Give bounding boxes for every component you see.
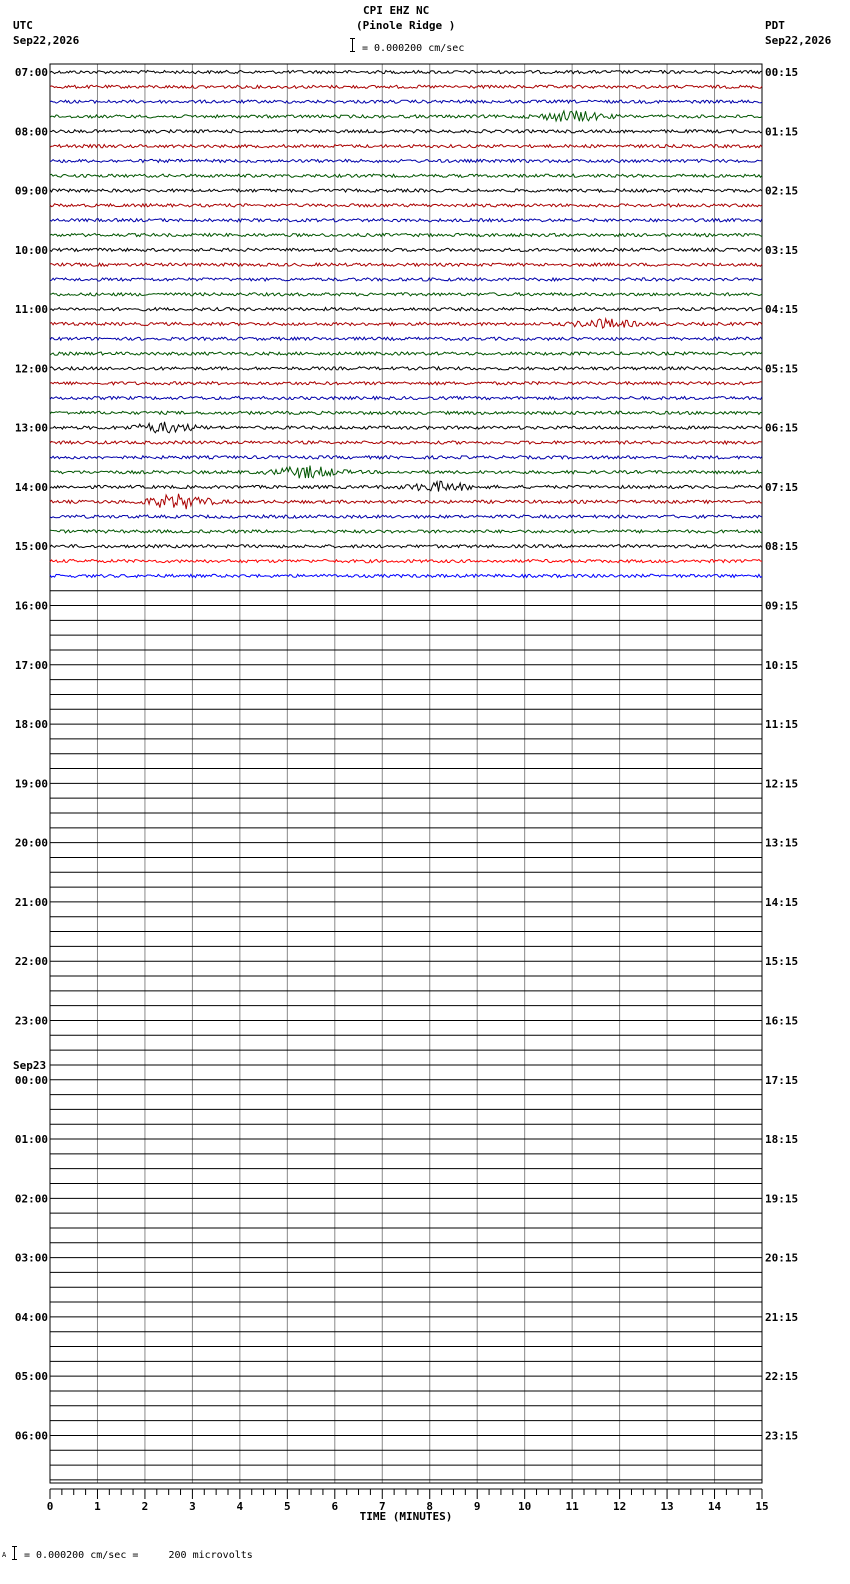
pdt-hour-label: 17:15 [765, 1073, 799, 1087]
x-tick-label: 2 [141, 1500, 149, 1513]
utc-hour-label: 17:00 [14, 658, 48, 672]
utc-hour-label: 21:00 [14, 895, 48, 909]
seismic-trace [50, 560, 762, 563]
utc-hour-label: 04:00 [14, 1310, 48, 1324]
pdt-hour-label: 18:15 [765, 1133, 799, 1147]
seismic-trace [50, 530, 762, 533]
seismic-trace [50, 494, 762, 509]
pdt-hour-label: 03:15 [765, 243, 799, 257]
plot-frame [50, 64, 762, 1483]
x-tick-label: 0 [46, 1500, 54, 1513]
seismic-trace [50, 219, 762, 222]
seismic-trace [50, 159, 762, 162]
pdt-hour-label: 16:15 [765, 1014, 799, 1028]
seismic-trace [50, 100, 762, 103]
seismic-trace [50, 515, 762, 518]
utc-hour-label: 19:00 [14, 777, 48, 791]
x-tick-label: 9 [473, 1500, 481, 1513]
seismic-trace [50, 352, 762, 355]
utc-hour-label: 00:00 [14, 1073, 48, 1087]
x-tick-label: 15 [755, 1500, 769, 1513]
pdt-hour-label: 12:15 [765, 777, 799, 791]
pdt-hour-label: 02:15 [765, 184, 799, 198]
pdt-hour-label: 15:15 [765, 955, 799, 969]
seismic-trace [50, 233, 762, 236]
footer-scale-mark: A [2, 1551, 7, 1559]
x-tick-label: 10 [518, 1500, 532, 1513]
seismic-trace [50, 263, 762, 266]
seismic-trace [50, 293, 762, 296]
x-tick-label: 14 [707, 1500, 722, 1513]
station-location: (Pinole Ridge ) [356, 19, 456, 32]
seismic-trace [50, 174, 762, 177]
pdt-hour-label: 07:15 [765, 480, 799, 494]
utc-hour-label: 01:00 [14, 1133, 48, 1147]
footer-scale-note: = 0.000200 cm/sec = 200 microvolts [24, 1550, 253, 1561]
seismic-trace [50, 189, 762, 192]
seismic-trace [50, 145, 762, 148]
seismic-trace [50, 130, 762, 133]
utc-hour-label: 23:00 [14, 1014, 48, 1028]
pdt-hour-label: 00:15 [765, 66, 799, 79]
x-tick-label: 11 [565, 1500, 579, 1513]
day-change-label: Sep23 [13, 1058, 47, 1072]
x-tick-label: 5 [284, 1500, 291, 1513]
pdt-hour-label: 08:15 [765, 540, 799, 554]
right-date: Sep22,2026 [765, 34, 832, 47]
x-tick-label: 13 [660, 1500, 674, 1513]
seismic-trace [50, 367, 762, 370]
seismic-trace [50, 441, 762, 444]
utc-hour-label: 12:00 [14, 362, 48, 376]
pdt-hour-label: 06:15 [765, 421, 799, 435]
seismic-trace [50, 422, 762, 433]
station-title: CPI EHZ NC [363, 4, 430, 17]
utc-hour-label: 08:00 [14, 125, 48, 139]
pdt-hour-label: 21:15 [765, 1310, 799, 1324]
utc-hour-label: 05:00 [14, 1370, 48, 1384]
utc-hour-label: 13:00 [14, 421, 48, 435]
pdt-hour-label: 19:15 [765, 1192, 799, 1206]
seismic-trace [50, 85, 762, 88]
x-tick-label: 4 [236, 1500, 244, 1513]
seismic-trace [50, 574, 762, 577]
x-tick-label: 8 [426, 1500, 434, 1513]
scale-label: = 0.000200 cm/sec [362, 43, 465, 54]
seismic-trace [50, 382, 762, 385]
x-tick-label: 1 [94, 1500, 101, 1513]
pdt-hour-label: 11:15 [765, 718, 799, 732]
seismic-trace [50, 319, 762, 328]
pdt-hour-label: 13:15 [765, 836, 799, 850]
pdt-hour-label: 09:15 [765, 599, 799, 613]
left-date: Sep22,2026 [13, 34, 80, 47]
x-tick-label: 7 [378, 1500, 386, 1513]
right-timezone: PDT [765, 19, 785, 32]
x-axis-title: TIME (MINUTES) [359, 1510, 453, 1523]
pdt-hour-label: 14:15 [765, 895, 799, 909]
left-timezone: UTC [13, 19, 33, 32]
utc-hour-label: 06:00 [14, 1429, 48, 1443]
pdt-hour-label: 04:15 [765, 303, 799, 317]
seismic-trace [50, 337, 762, 340]
utc-hour-label: 03:00 [14, 1251, 48, 1265]
x-tick-label: 12 [612, 1500, 627, 1513]
utc-hour-label: 02:00 [14, 1192, 48, 1206]
seismic-trace [50, 545, 762, 548]
seismic-trace [50, 396, 762, 399]
seismic-trace [50, 278, 762, 281]
seismic-trace [50, 204, 762, 207]
seismic-trace [50, 70, 762, 73]
pdt-hour-label: 20:15 [765, 1251, 799, 1265]
pdt-hour-label: 22:15 [765, 1370, 799, 1384]
x-tick-label: 6 [331, 1500, 339, 1513]
utc-hour-label: 15:00 [14, 540, 48, 554]
utc-hour-label: 16:00 [14, 599, 48, 613]
utc-hour-label: 20:00 [14, 836, 48, 850]
utc-hour-label: 07:00 [14, 66, 48, 79]
utc-hour-label: 10:00 [14, 243, 48, 257]
x-tick-label: 3 [189, 1500, 196, 1513]
seismic-trace [50, 466, 762, 479]
seismic-trace [50, 308, 762, 311]
utc-hour-label: 18:00 [14, 718, 48, 732]
seismic-trace [50, 481, 762, 491]
footer-scale-bar-icon [14, 1546, 15, 1560]
pdt-hour-label: 05:15 [765, 362, 799, 376]
seismic-trace [50, 248, 762, 251]
seismic-trace [50, 456, 762, 459]
utc-hour-label: 14:00 [14, 480, 48, 494]
seismic-trace [50, 411, 762, 414]
pdt-hour-label: 01:15 [765, 125, 799, 139]
utc-hour-label: 09:00 [14, 184, 48, 198]
seismic-trace [50, 111, 762, 122]
pdt-hour-label: 10:15 [765, 658, 799, 672]
utc-hour-label: 22:00 [14, 955, 48, 969]
utc-hour-label: 11:00 [14, 303, 48, 317]
pdt-hour-label: 23:15 [765, 1429, 799, 1443]
